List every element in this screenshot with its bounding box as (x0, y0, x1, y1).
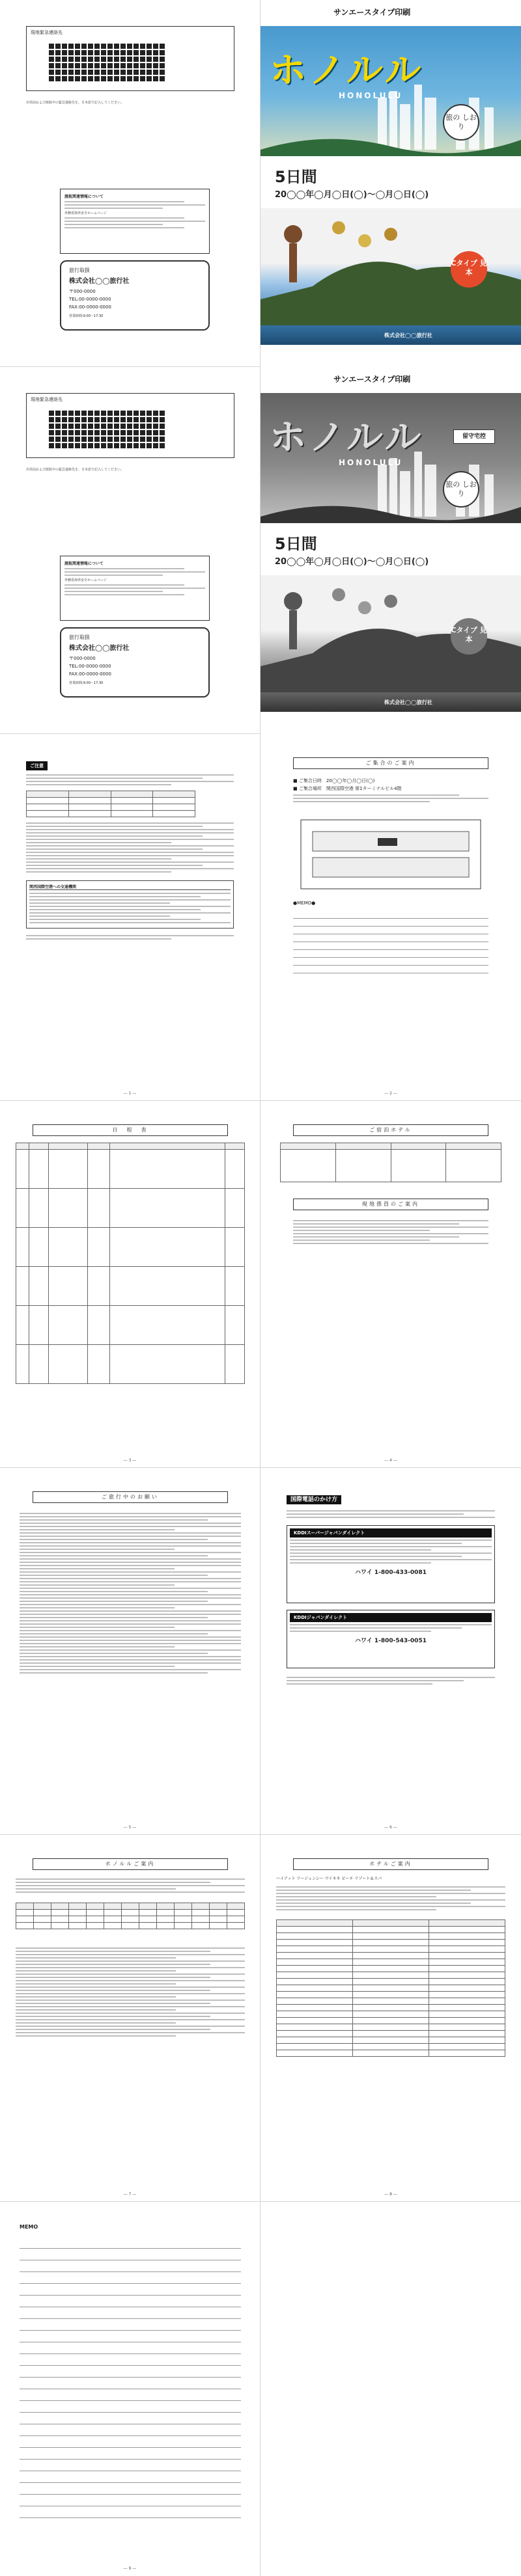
requests-title: ご旅行中のお願い (33, 1491, 228, 1503)
memo-label: ●MEMO● (293, 901, 316, 906)
agency-address: 〒000-0000 (69, 289, 96, 294)
page-2-meeting (260, 734, 521, 1101)
airport-access-title: 関西国際空港への交通機関 (29, 884, 231, 890)
info-text: 外務省海外安全ホームページ (64, 578, 107, 582)
cover-badge: 旅の しおり (443, 104, 479, 141)
agency-name: 株式会社◯◯旅行社 (69, 645, 130, 652)
itinerary-title: 日 程 表 (33, 1124, 228, 1136)
agency-hours: 営業時間:9:00〜17:30 (69, 681, 104, 685)
contact-grid (49, 411, 165, 448)
emergency-caption: 出発前および渡航中の緊急連絡先を、日本語で記入してください。 (26, 468, 124, 472)
cover-city-en: HONOLULU (339, 458, 403, 467)
sample-stamp: Cタイプ 見本 (451, 251, 487, 288)
contact-grid (49, 44, 165, 81)
cover-days: 5日間 (275, 168, 317, 186)
itinerary-table (16, 1143, 245, 1384)
page-number: — 5 — (123, 1825, 137, 1830)
terminal-map (300, 819, 482, 890)
agency-box (60, 627, 210, 698)
spread-page-9 (0, 2202, 521, 2576)
cover-brand: サンエースタイプ印刷 (333, 375, 411, 384)
page-number: — 1 — (123, 1091, 137, 1096)
spread-pages-3-4 (0, 1101, 521, 1468)
local-staff-title: 現地係員のご案内 (293, 1199, 488, 1210)
page-7-honolulu-guide (0, 1835, 260, 2202)
hotel-facility-table (276, 1919, 505, 2057)
agency-tel: TEL:00-0000-0000 (69, 664, 111, 669)
meeting-place: ■ ご集合場所 関西国際空港 第1ターミナルビル4階 (293, 786, 402, 791)
baggage-table (26, 791, 195, 817)
page-number: — 9 — (123, 2566, 137, 2571)
page-8-hotel-guide (260, 1835, 521, 2202)
agency-box (60, 260, 210, 331)
sjd-number: ハワイ 1-800-433-0081 (355, 1569, 427, 1576)
sjd-bar: KDDIスーパージャパンダイレクト (290, 1528, 492, 1538)
front-cover-gray (260, 367, 521, 734)
back-cover-page (0, 0, 260, 367)
agency-name: 株式会社◯◯旅行社 (69, 278, 130, 285)
page-number: — 4 — (384, 1458, 397, 1463)
page-number: — 8 — (384, 2192, 397, 2197)
spread-cover-gray (0, 367, 521, 734)
phone-title: 国際電話のかけ方 (287, 1495, 341, 1504)
sample-stamp: Cタイプ 見本 (451, 618, 487, 655)
page-1-notes (0, 734, 260, 1101)
notes-title: ご注意 (26, 761, 48, 770)
spread-pages-1-2 (0, 734, 521, 1101)
meeting-title: ご集合のご案内 (293, 757, 488, 769)
hotel-name: ハイアット リージェンシー ワイキキ ビーチ リゾート＆スパ (276, 1877, 382, 1881)
agency-fax: FAX:00-0000-0000 (69, 305, 111, 310)
cover-city-en: HONOLULU (339, 91, 403, 100)
jd-number: ハワイ 1-800-543-0051 (355, 1638, 427, 1644)
page-5-requests (0, 1468, 260, 1835)
front-cover-color (260, 0, 521, 367)
page-number: — 6 — (384, 1825, 397, 1830)
back-cover-page-copy (0, 367, 260, 734)
info-title: 渡航関連情報について (64, 195, 104, 199)
spread-pages-7-8 (0, 1835, 521, 2202)
agency-label: 旅行取扱 (69, 634, 90, 640)
cover-brand: サンエースタイプ印刷 (333, 8, 411, 17)
info-text: 外務省海外安全ホームページ (64, 211, 107, 215)
cover-days: 5日間 (275, 535, 317, 553)
cover-city-ja: ホノルル (270, 416, 424, 459)
agency-tel: TEL:00-0000-0000 (69, 297, 111, 302)
cover-company: 株式会社◯◯旅行社 (384, 699, 432, 705)
travel-info-box (60, 556, 210, 621)
cover-city-ja: ホノルル (270, 49, 424, 92)
spread-cover-color (0, 0, 521, 367)
climate-table (16, 1903, 245, 1929)
cover-dates: 20◯◯年◯月◯日(◯)〜◯月◯日(◯) (275, 557, 429, 567)
page-number: — 3 — (123, 1458, 137, 1463)
info-title: 渡航関連情報について (64, 562, 104, 566)
emergency-caption: 出発前および渡航中の緊急連絡先を、日本語で記入してください。 (26, 101, 124, 105)
cover-badge: 旅の しおり (443, 471, 479, 508)
emergency-contact-box (26, 26, 234, 91)
agency-address: 〒000-0000 (69, 656, 96, 661)
emergency-contact-box (26, 393, 234, 458)
blank-page (260, 2202, 521, 2576)
emergency-title: 現地緊急連絡先 (31, 30, 63, 35)
jd-bar: KDDIジャパンダイレクト (290, 1613, 492, 1622)
cover-company: 株式会社◯◯旅行社 (384, 332, 432, 338)
honolulu-guide-title: ホノルルご案内 (33, 1858, 228, 1870)
memo-title: MEMO (20, 2224, 38, 2230)
cover-dates: 20◯◯年◯月◯日(◯)〜◯月◯日(◯) (275, 190, 429, 200)
agency-fax: FAX:00-0000-0000 (69, 671, 111, 677)
agency-hours: 営業時間:9:00〜17:30 (69, 314, 104, 318)
page-4-hotel (260, 1101, 521, 1468)
page-9-memo (0, 2202, 260, 2576)
hotel-title: ご宿泊ホテル (293, 1124, 488, 1136)
hotel-table (280, 1143, 501, 1182)
luggage-label: 留守宅控 (453, 429, 495, 444)
hotel-guide-title: ホテルご案内 (293, 1858, 488, 1870)
page-number: — 2 — (384, 1091, 397, 1096)
meeting-datetime: ■ ご集合日時 20◯◯年◯月◯日(◯) (293, 778, 375, 783)
travel-info-box (60, 189, 210, 254)
spread-pages-5-6 (0, 1468, 521, 1835)
page-number: — 7 — (123, 2192, 137, 2197)
agency-label: 旅行取扱 (69, 267, 90, 273)
emergency-title: 現地緊急連絡先 (31, 397, 63, 402)
page-3-itinerary (0, 1101, 260, 1468)
page-6-phone (260, 1468, 521, 1835)
